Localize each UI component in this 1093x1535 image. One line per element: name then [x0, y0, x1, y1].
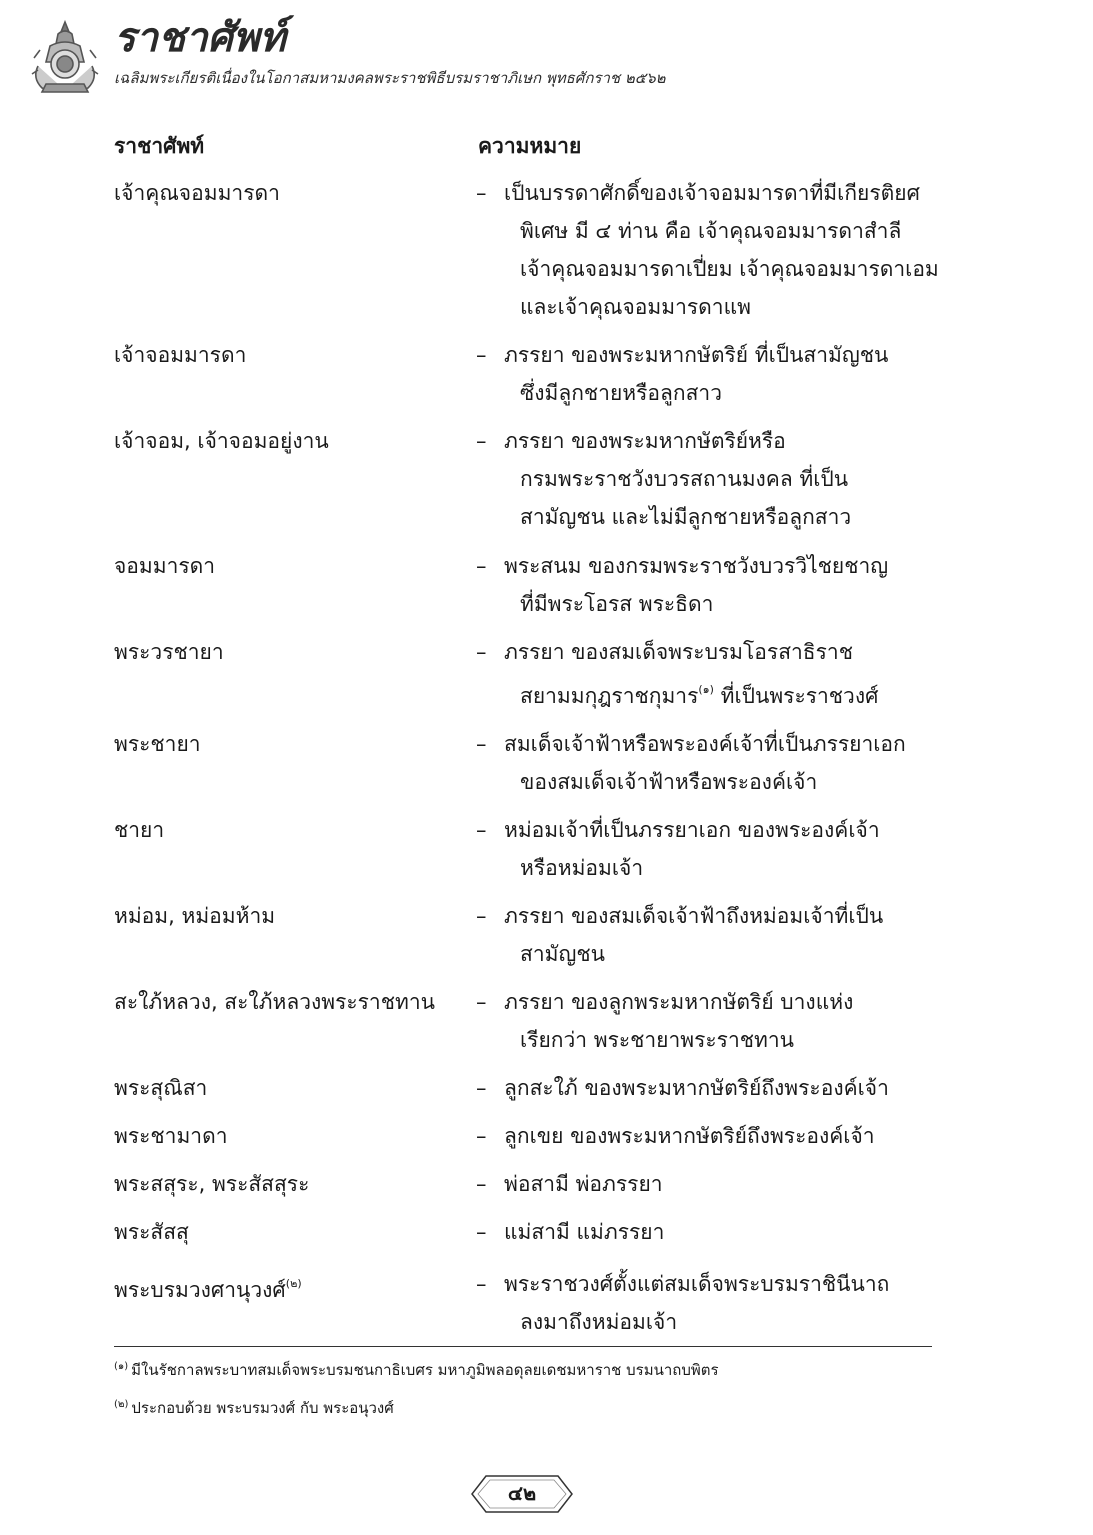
entry-term: เจ้าจอม, เจ้าจอมอยู่งาน	[114, 429, 329, 453]
definition-line: กรมพระราชวังบวรสถานมงคล ที่เป็น	[520, 467, 849, 491]
definition-line-text: ที่เป็นพระราชวงศ์	[713, 684, 879, 708]
definition-line: แม่สามี แม่ภรรยา	[504, 1220, 665, 1244]
entry-dash: –	[476, 904, 487, 928]
definition-line: ลูกสะใภ้ ของพระมหากษัตริย์ถึงพระองค์เจ้า	[504, 1076, 889, 1100]
entry-definition	[504, 983, 934, 1059]
entry-dash: –	[476, 554, 487, 578]
entry-definition	[504, 336, 934, 412]
entry-definition	[504, 1213, 934, 1251]
entry-definition	[504, 633, 934, 715]
entry-term: พระชามาดา	[114, 1124, 228, 1148]
definition-line: เรียกว่า พระชายาพระราชทาน	[520, 1028, 794, 1052]
entry-term	[114, 1265, 469, 1309]
column-header-term: ราชาศัพท์	[114, 134, 205, 158]
entry-term: พระสุณิสา	[114, 1076, 208, 1100]
entry-term: พระวรชายา	[114, 640, 224, 664]
header-subtitle: เฉลิมพระเกียรติเนื่องในโอกาสมหามงคลพระราชพิธีบรมราชาภิเษก พุทธศักราช ๒๕๖๒	[114, 69, 666, 87]
definition-line: ของสมเด็จเจ้าฟ้าหรือพระองค์เจ้า	[520, 770, 818, 794]
footnote-text: ประกอบด้วย พระบรมวงศ์ กับ พระอนุวงศ์	[131, 1399, 394, 1417]
definition-line-text: สยามมกุฎราชกุมาร	[520, 684, 699, 708]
entry-term: พระชายา	[114, 732, 201, 756]
definition-line: และเจ้าคุณจอมมารดาแพ	[520, 295, 751, 319]
definition-line: เป็นบรรดาศักดิ์ของเจ้าจอมมารดาที่มีเกียรติยศ	[504, 181, 920, 205]
definition-line: พระสนม ของกรมพระราชวังบวรวิไชยชาญ	[504, 554, 889, 578]
entry-definition	[504, 811, 934, 887]
definition-line: ภรรยา ของลูกพระมหากษัตริย์ บางแห่ง	[504, 990, 854, 1014]
entry-dash: –	[476, 1272, 487, 1296]
definition-line: เจ้าคุณจอมมารดาเปี่ยม เจ้าคุณจอมมารดาเอม	[520, 257, 939, 281]
entry-definition	[504, 1069, 934, 1107]
entry-term: พระสสุระ, พระสัสสุระ	[114, 1172, 310, 1196]
entry-dash: –	[476, 818, 487, 842]
definition-line: ซึ่งมีลูกชายหรือลูกสาว	[520, 381, 723, 405]
definition-line: สามัญชน และไม่มีลูกชายหรือลูกสาว	[520, 505, 852, 529]
entry-term: พระสัสสุ	[114, 1220, 189, 1244]
entry-definition	[504, 1265, 934, 1341]
definition-line: ภรรยา ของพระมหากษัตริย์หรือ	[504, 429, 786, 453]
definition-line: ลูกเขย ของพระมหากษัตริย์ถึงพระองค์เจ้า	[504, 1124, 875, 1148]
footnote-mark: (๒)	[114, 1399, 129, 1410]
definition-line: ภรรยา ของสมเด็จพระบรมโอรสาธิราช	[504, 640, 853, 664]
footnote	[114, 1394, 394, 1419]
entry-dash: –	[476, 1172, 487, 1196]
entry-dash: –	[476, 429, 487, 453]
entry-dash: –	[476, 732, 487, 756]
column-header-meaning: ความหมาย	[478, 134, 582, 158]
entry-definition	[504, 174, 939, 326]
entry-term: สะใภ้หลวง, สะใภ้หลวงพระราชทาน	[114, 990, 435, 1014]
definition-line: ลงมาถึงหม่อมเจ้า	[520, 1310, 678, 1334]
entry-term-text: พระบรมวงศานุวงศ์	[114, 1278, 286, 1302]
definition-line: ที่มีพระโอรส พระธิดา	[520, 592, 714, 616]
royal-emblem-icon	[28, 18, 102, 96]
entry-dash: –	[476, 1076, 487, 1100]
definition-line: สมเด็จเจ้าฟ้าหรือพระองค์เจ้าที่เป็นภรรยาเอก	[504, 732, 906, 756]
definition-line: สามัญชน	[520, 942, 605, 966]
footnote	[114, 1356, 719, 1381]
entry-term: ชายา	[114, 818, 165, 842]
entry-term: เจ้าจอมมารดา	[114, 343, 247, 367]
definition-line: พระราชวงศ์ตั้งแต่สมเด็จพระบรมราชินีนาถ	[504, 1272, 890, 1296]
entry-dash: –	[476, 1220, 487, 1244]
entry-term: เจ้าคุณจอมมารดา	[114, 181, 280, 205]
footnote-mark: (๑)	[114, 1361, 129, 1372]
footnote-divider	[114, 1346, 932, 1347]
definition-line: ภรรยา ของสมเด็จเจ้าฟ้าถึงหม่อมเจ้าที่เป็น	[504, 904, 884, 928]
footnote-marker: (๒)	[285, 1277, 302, 1290]
definition-line	[504, 671, 934, 715]
entry-definition	[504, 725, 934, 801]
definition-line: พิเศษ มี ๔ ท่าน คือ เจ้าคุณจอมมารดาสำลี	[520, 219, 902, 243]
entry-definition	[504, 1165, 934, 1203]
entry-dash: –	[476, 1124, 487, 1148]
entry-definition	[504, 422, 934, 536]
definition-line: ภรรยา ของพระมหากษัตริย์ ที่เป็นสามัญชน	[504, 343, 889, 367]
entry-definition	[504, 1117, 934, 1155]
entry-term: หม่อม, หม่อมห้าม	[114, 904, 276, 928]
definition-line: หม่อมเจ้าที่เป็นภรรยาเอก ของพระองค์เจ้า	[504, 818, 880, 842]
entry-definition	[504, 547, 934, 623]
entry-term: จอมมารดา	[114, 554, 216, 578]
entry-dash: –	[476, 640, 487, 664]
entry-dash: –	[476, 343, 487, 367]
footnote-text: มีในรัชกาลพระบาทสมเด็จพระบรมชนกาธิเบศร มหาภูมิพลอดุลยเดชมหาราช บรมนาถบพิตร	[131, 1361, 719, 1379]
entry-definition	[504, 897, 934, 973]
entry-dash: –	[476, 990, 487, 1014]
footnote-marker: (๑)	[698, 683, 714, 696]
page-number: ๔๒	[507, 1481, 537, 1505]
definition-line: หรือหม่อมเจ้า	[520, 856, 644, 880]
header-title: ราชาศัพท์	[114, 15, 286, 61]
definition-line: พ่อสามี พ่อภรรยา	[504, 1172, 663, 1196]
entry-dash: –	[476, 181, 487, 205]
